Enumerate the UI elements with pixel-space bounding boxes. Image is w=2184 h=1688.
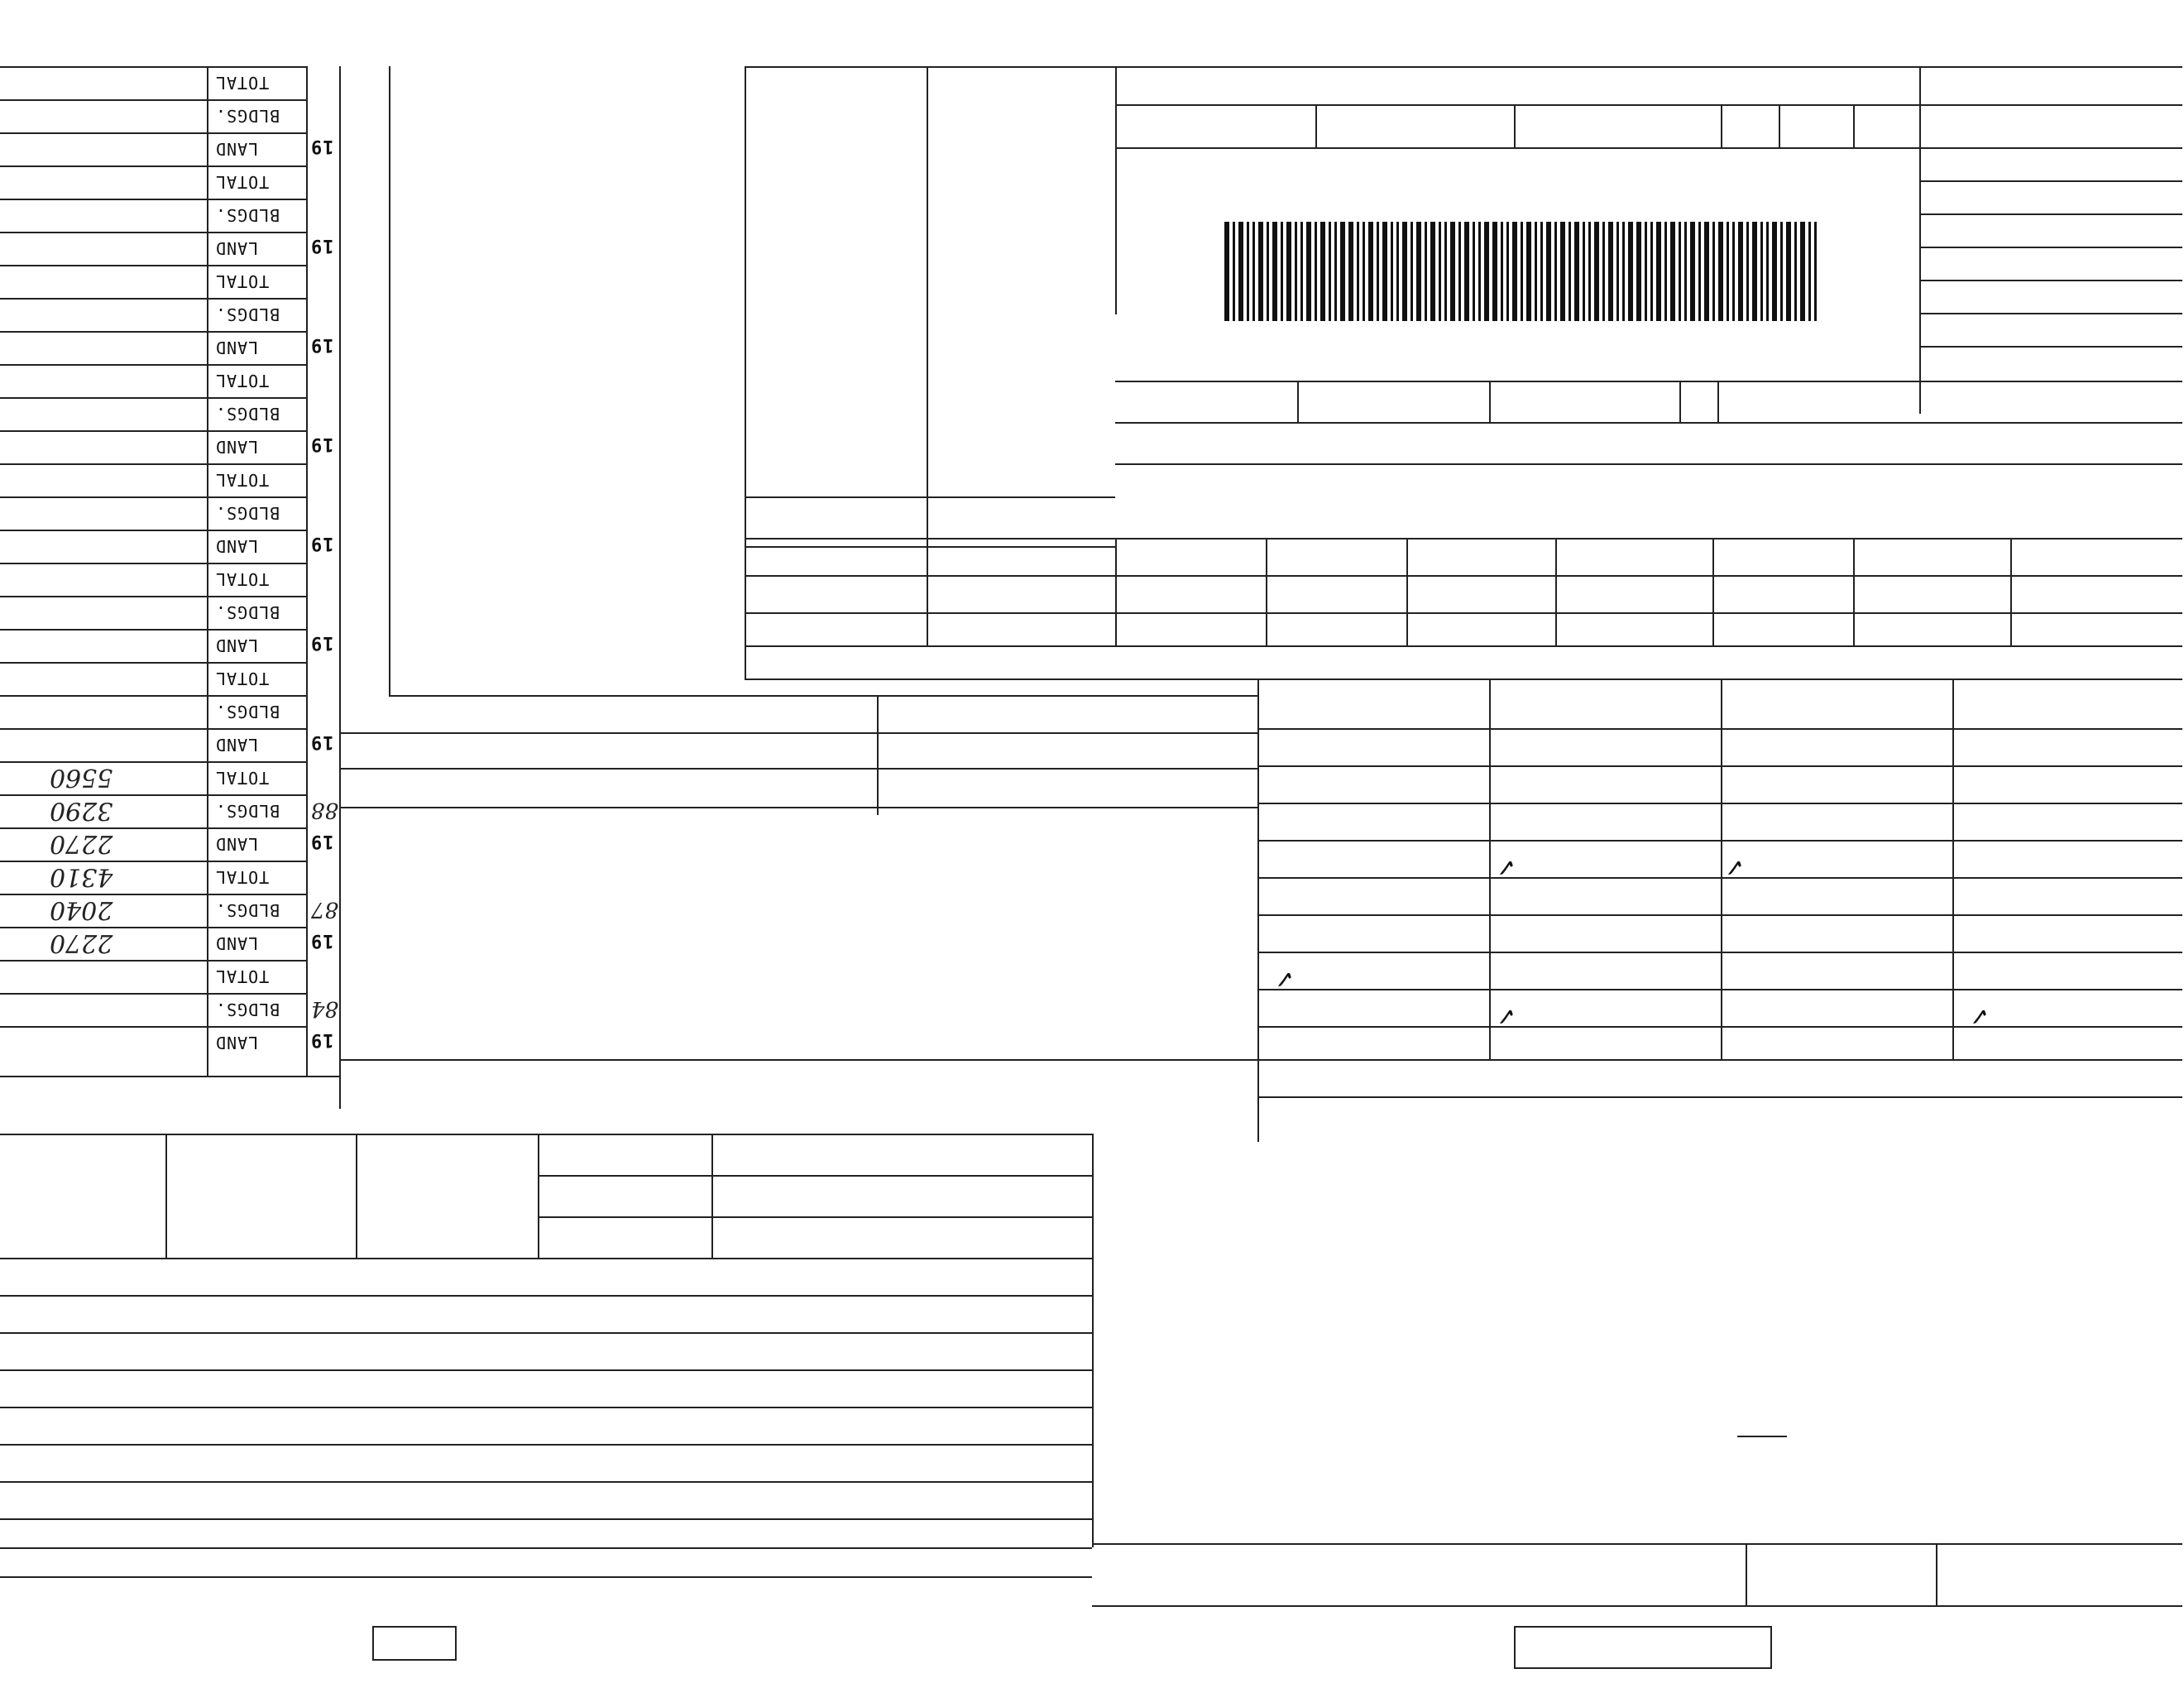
assessment-row-label: TOTAL <box>215 271 270 291</box>
assessment-year-prefix: 19 <box>310 831 334 851</box>
assessment-row-label: LAND <box>215 933 259 953</box>
assessment-value: 4310 <box>50 862 113 891</box>
assessment-row-line <box>0 629 306 631</box>
check-level: ✓ <box>1969 1001 1990 1030</box>
assessment-row-label: TOTAL <box>215 966 270 986</box>
assessment-row-label: TOTAL <box>215 569 270 589</box>
assessment-row-label: LAND <box>215 735 259 755</box>
assessment-value: 3290 <box>50 796 113 825</box>
assessment-row-line <box>0 894 306 895</box>
assessment-row-label: LAND <box>215 437 259 457</box>
assessment-row-line <box>0 563 306 564</box>
assessment-row-line <box>0 728 306 730</box>
assessment-year-prefix: 19 <box>310 334 334 355</box>
assessment-row-line <box>0 99 306 101</box>
assessment-row-line <box>0 496 306 498</box>
assessment-row-label: BLDGS. <box>215 1000 280 1019</box>
assessment-year-prefix: 19 <box>310 1029 334 1050</box>
assessment-row-label: BLDGS. <box>215 602 280 622</box>
assessment-row-label: LAND <box>215 834 259 854</box>
assessment-row-line <box>0 132 306 134</box>
assessment-row-label: TOTAL <box>215 768 270 788</box>
check-all-utilities: ✓ <box>1724 852 1746 881</box>
assessment-year-prefix: 19 <box>310 632 334 653</box>
assessment-row-label: TOTAL <box>215 470 270 490</box>
assessment-row-label: BLDGS. <box>215 404 280 424</box>
assessment-year-prefix: 19 <box>310 533 334 554</box>
assessment-row-label: BLDGS. <box>215 900 280 920</box>
assessment-row-label: BLDGS. <box>215 305 280 324</box>
check-paved: ✓ <box>1496 1001 1517 1030</box>
assessment-year-prefix: 19 <box>310 731 334 752</box>
assessment-row-label: BLDGS. <box>215 205 280 225</box>
assessment-row-line <box>0 530 306 531</box>
assessment-value: 5560 <box>50 763 113 792</box>
assessment-value: 2270 <box>50 928 113 957</box>
assessment-year-prefix: 19 <box>310 930 334 951</box>
assessment-row-line <box>0 165 306 167</box>
assessment-row-line <box>0 298 306 300</box>
assessment-year-prefix: 19 <box>310 434 334 454</box>
assessment-row-line <box>0 960 306 961</box>
assessment-row-line <box>0 397 306 399</box>
assessment-row-label: LAND <box>215 635 259 655</box>
assessment-row-line <box>0 596 306 597</box>
assessment-row-label: TOTAL <box>215 172 270 192</box>
assessment-row-line <box>0 66 306 68</box>
assessment-row-label: TOTAL <box>215 73 270 93</box>
assessment-row-label: LAND <box>215 139 259 159</box>
assessment-row-line <box>0 662 306 664</box>
assessment-row-label: BLDGS. <box>215 503 280 523</box>
assessment-year: 87 <box>311 897 339 922</box>
assessment-row-line <box>0 364 306 366</box>
assessment-row-label: LAND <box>215 1033 259 1053</box>
assessment-row-label: BLDGS. <box>215 106 280 126</box>
assessment-row-label: TOTAL <box>215 371 270 391</box>
assessment-row-line <box>0 232 306 233</box>
assessment-row-label: LAND <box>215 238 259 258</box>
assessment-row-label: TOTAL <box>215 669 270 688</box>
assessment-row-line <box>0 265 306 266</box>
assessment-year: 84 <box>311 996 339 1021</box>
assessment-row-line <box>0 1026 306 1028</box>
assessment-row-line <box>0 695 306 697</box>
assessment-row-label: LAND <box>215 536 259 556</box>
assessment-row-line <box>0 861 306 862</box>
assessment-row-label: BLDGS. <box>215 702 280 722</box>
assessment-row-line <box>0 993 306 995</box>
assessment-year-prefix: 19 <box>310 235 334 256</box>
assessment-row-line <box>0 430 306 432</box>
assessment-value: 2270 <box>50 829 113 858</box>
assessment-row-label: LAND <box>215 338 259 357</box>
assessment-row-label: BLDGS. <box>215 801 280 821</box>
assessment-row-line <box>0 827 306 829</box>
assessment-row-line <box>0 927 306 928</box>
assessment-row-line <box>0 199 306 200</box>
assessment-year-prefix: 19 <box>310 136 334 156</box>
check-sidewalk: ✓ <box>1496 852 1517 881</box>
assessment-row-label: TOTAL <box>215 867 270 887</box>
assessment-year: 88 <box>311 798 339 822</box>
assessment-row-line <box>0 463 306 465</box>
assessment-row-line <box>0 761 306 763</box>
check-static: ✓ <box>1274 964 1296 993</box>
assessment-row-line <box>0 794 306 796</box>
assessment-row-line <box>0 331 306 333</box>
barcode-graphic <box>1224 222 1878 321</box>
assessment-value: 2040 <box>50 895 113 924</box>
